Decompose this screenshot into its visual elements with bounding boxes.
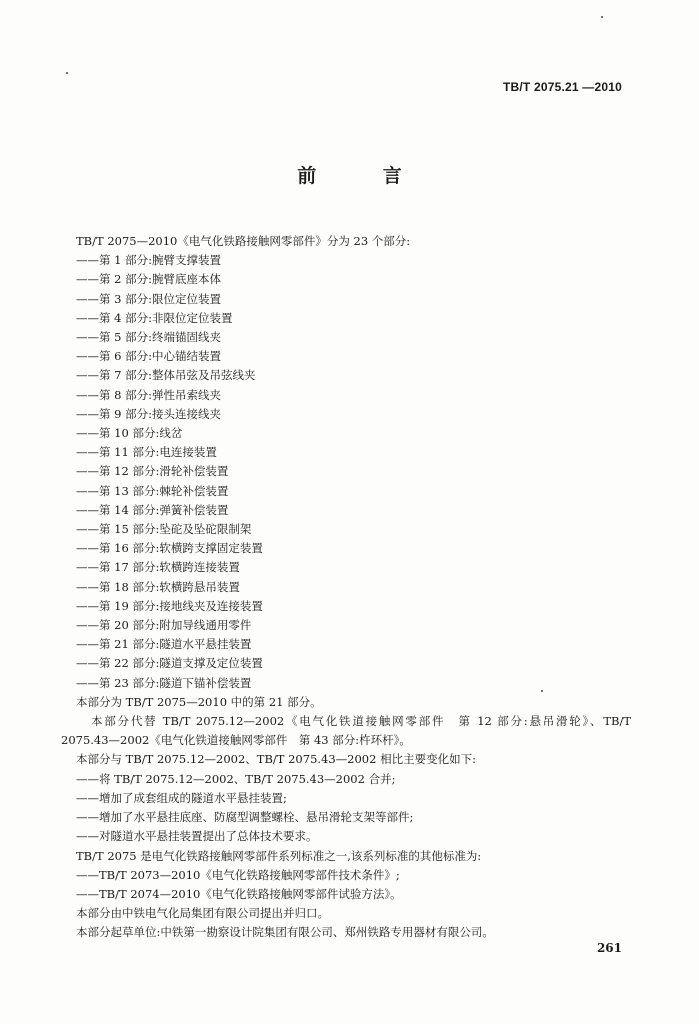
part-item: ——第 5 部分:终端锚固线夹 [76,330,222,345]
parts-intro: TB/T 2075—2010《电气化铁路接触网零部件》分为 23 个部分: [76,234,411,248]
part-item: ——第 22 部分:隧道支撑及定位装置 [76,656,263,671]
part-item: ——第 14 部分:弹簧补偿装置 [76,502,229,517]
series-item: ——TB/T 2073—2010《电气化铁路接触网零部件技术条件》; [76,867,400,882]
part-item: ——第 16 部分:软横跨支撑固定装置 [76,541,263,556]
part-item: ——第 15 部分:坠砣及坠砣限制架 [76,522,252,537]
part-item: ——第 7 部分:整体吊弦及吊弦线夹 [76,368,256,383]
part-item: ——第 4 部分:非限位定位装置 [76,310,233,325]
part-item: ——第 6 部分:中心锚结装置 [76,349,222,364]
part-item: ——第 9 部分:接头连接线夹 [76,406,222,421]
part-item: ——第 11 部分:电连接装置 [76,445,217,460]
part-item: ——第 12 部分:滑轮补偿装置 [76,464,229,479]
drafted-by-statement: 本部分起草单位:中铁第一勘察设计院集团有限公司、郑州铁路专用器材有限公司。 [76,925,494,940]
changes-list [76,770,631,847]
change-item: ——增加了成套组成的隧道水平悬挂装置; [76,790,287,805]
part-item: ——第 23 部分:隧道下锚补偿装置 [76,675,252,690]
part-item: ——第 13 部分:棘轮补偿装置 [76,483,229,498]
change-item: ——将 TB/T 2075.12—2002、TB/T 2075.43—2002 合并; [76,771,396,786]
proposed-by-statement: 本部分由中铁电气化局集团有限公司提出并归口。 [76,906,329,921]
scan-speck [541,690,543,692]
part-item: ——第 20 部分:附加导线通用零件 [76,618,252,633]
part-item: ——第 19 部分:接地线夹及连接装置 [76,598,263,613]
standard-code-header: TB/T 2075.21 —2010 [502,80,622,94]
part-item: ——第 10 部分:线岔 [76,426,183,441]
part-item: ——第 1 部分:腕臂支撑装置 [76,253,222,268]
replaces-statement-line2: 2075.43—2002《电气化铁道接触网零部件 第 43 部分:杵环杆》。 [61,733,411,748]
series-intro: TB/T 2075 是电气化铁路接触网零部件系列标准之一,该系列标准的其他标准为: [76,848,482,863]
part-item: ——第 21 部分:隧道水平悬挂装置 [76,637,252,652]
parts-list [76,251,631,693]
scan-speck [66,72,68,74]
part-item: ——第 17 部分:软横跨连接装置 [76,560,240,575]
part-item: ——第 18 部分:软横跨悬吊装置 [76,579,240,594]
page-title: 前 言 [297,165,432,187]
this-part-statement: 本部分为 TB/T 2075—2010 中的第 21 部分。 [76,694,322,709]
scan-speck [601,16,603,18]
part-item: ——第 8 部分:弹性吊索线夹 [76,387,222,402]
page-number: 261 [596,941,622,955]
replaces-statement-line1: 本部分代替 TB/T 2075.12—2002《电气化铁道接触网零部件 第 12 部分:悬吊滑轮》、TB/T [91,714,631,729]
part-item: ——第 2 部分:腕臂底座本体 [76,272,222,287]
series-list [76,866,631,904]
change-item: ——增加了水平悬挂底座、防腐型调整螺栓、悬吊滑轮支架等部件; [76,810,414,825]
part-item: ——第 3 部分:限位定位装置 [76,291,222,306]
foreword-body [61,232,631,943]
changes-intro: 本部分与 TB/T 2075.12—2002、TB/T 2075.43—2002 相比主要变化如下: [76,752,476,767]
change-item: ——对隧道水平悬挂装置提出了总体技术要求。 [76,829,318,844]
series-item: ——TB/T 2074—2010《电气化铁路接触网零部件试验方法》。 [76,886,402,901]
